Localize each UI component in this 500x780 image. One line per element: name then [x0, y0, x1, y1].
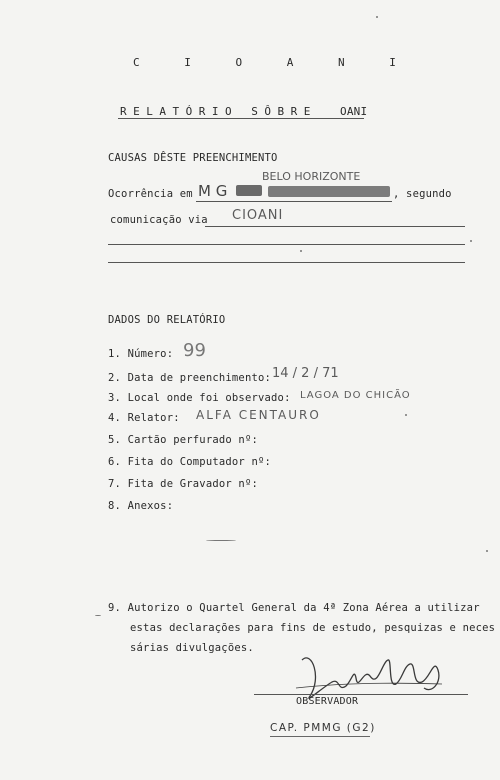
- item-date-value: 14 / 2 / 71: [272, 366, 339, 381]
- scan-speck: [300, 250, 302, 252]
- title-underline: [118, 118, 364, 119]
- scan-speck: [206, 540, 236, 541]
- item-number-value: 99: [183, 340, 206, 361]
- scan-speck: [486, 550, 488, 552]
- causes-heading: CAUSAS DÊSTE PREENCHIMENTO: [108, 152, 278, 164]
- item-reporter-label: 4. Relator:: [108, 412, 180, 424]
- item-number-label: 1. Número:: [108, 348, 174, 360]
- org-header: C I O A N I: [133, 56, 415, 69]
- report-subject: OANI: [340, 105, 368, 118]
- item-attachments-label: 8. Anexos:: [108, 500, 174, 512]
- occurrence-label: Ocorrência em: [108, 188, 193, 200]
- authorization-line2: estas declarações para fins de estudo, pesquizas e neces: [130, 622, 496, 634]
- item-location-label: 3. Local onde foi observado:: [108, 392, 291, 404]
- item-punchcard-label: 5. Cartão perfurado nº:: [108, 434, 258, 446]
- item-computer-tape-label: 6. Fita do Computador nº:: [108, 456, 272, 468]
- redaction-mark: [268, 186, 390, 197]
- blank-line: [108, 262, 465, 263]
- segundo-text: , segundo: [393, 188, 452, 200]
- scan-speck: [95, 615, 101, 616]
- communication-line: [205, 226, 465, 227]
- communication-handwritten: CIOANI: [232, 208, 284, 223]
- redaction-mark: [236, 185, 262, 196]
- item-location-value: LAGOA DO CHICÃO: [300, 390, 411, 401]
- occurrence-underline: [196, 201, 392, 202]
- authorization-line1: 9. Autorizo o Quartel General da 4ª Zona Aérea a utilizar: [108, 602, 480, 614]
- signature-note: CAP. PMMG (G2): [270, 722, 376, 734]
- report-heading: DADOS DO RELATÓRIO: [108, 314, 226, 326]
- signature-note-underline: [270, 736, 370, 737]
- state-handwritten: M G: [198, 182, 228, 200]
- signature-line: [254, 694, 468, 695]
- city-handwritten: BELO HORIZONTE: [262, 170, 361, 183]
- communication-label: comunicação via: [110, 214, 208, 226]
- scan-speck: [376, 16, 378, 18]
- item-recorder-tape-label: 7. Fita de Gravador nº:: [108, 478, 258, 490]
- authorization-line3: sárias divulgações.: [130, 642, 254, 654]
- blank-line: [108, 244, 465, 245]
- scan-speck: [470, 240, 472, 242]
- signature-caption: OBSERVADOR: [296, 696, 359, 707]
- report-title: RELATÓRIO SÔBRE: [120, 105, 317, 118]
- item-date-label: 2. Data de preenchimento:: [108, 372, 272, 384]
- scan-speck: [405, 414, 407, 416]
- item-reporter-value: ALFA CENTAURO: [196, 408, 321, 422]
